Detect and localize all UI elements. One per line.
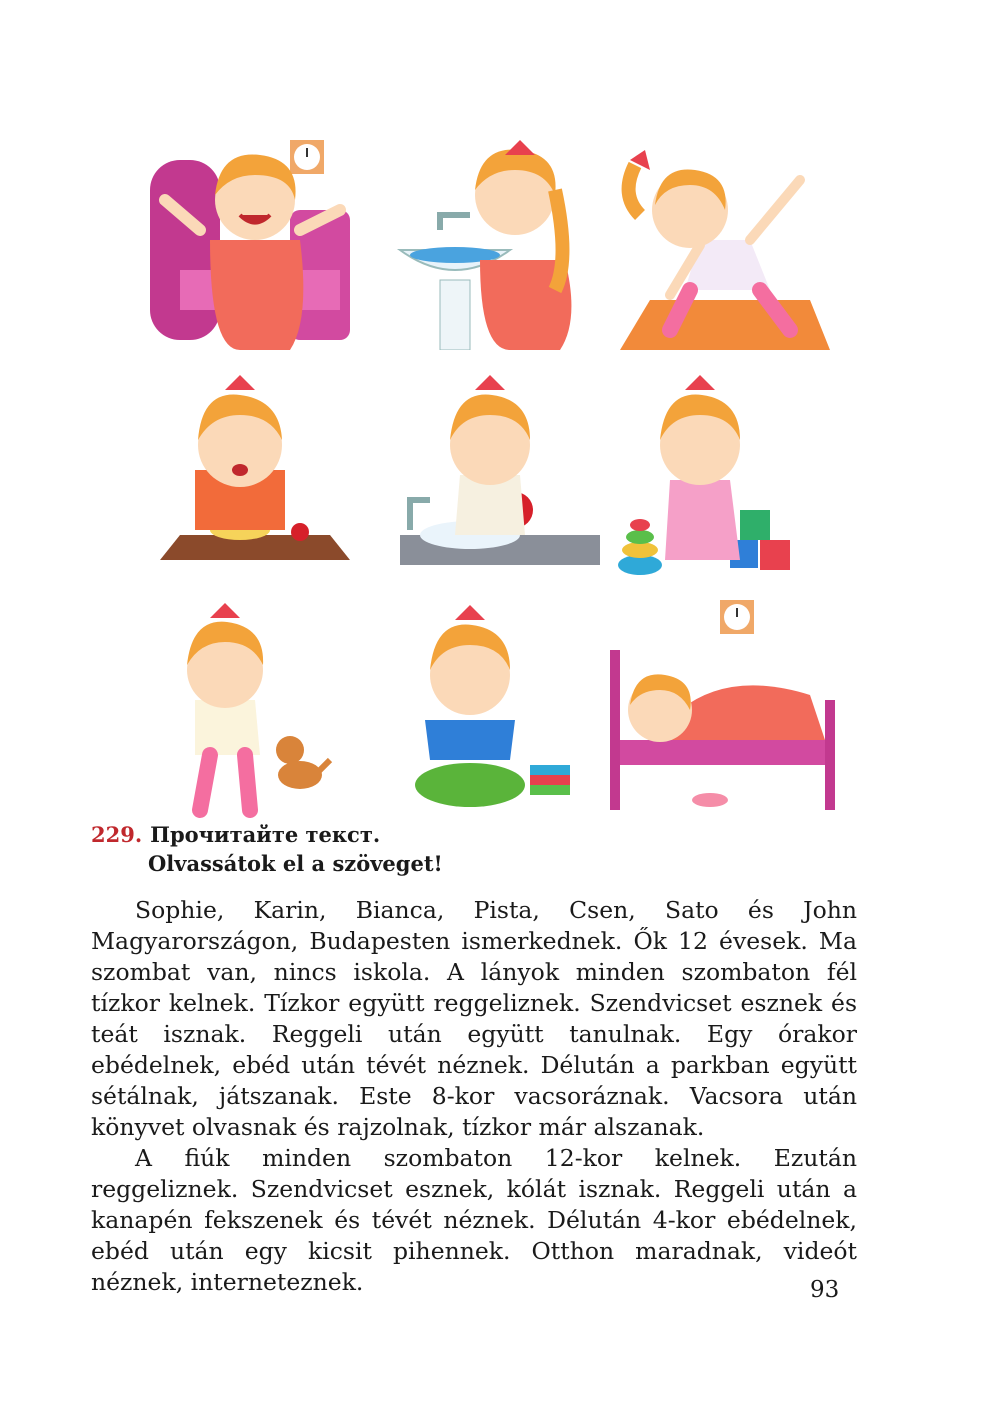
exercise-instruction-ru: Прочитайте текст. — [150, 822, 381, 847]
illustration-reading — [380, 590, 610, 820]
paragraph-boys: A fiúk minden szombaton 12-kor kelnek. Ezután reggeliznek. Szendvicset esznek, kólát isznak. Reggeli után a kanapén fekszenek és tévét néznek. Délután 4-kor ebédelnek, ebéd után egy kicsit pihennek. Otthon maradnak, videót néznek, interneteznek. — [91, 1144, 857, 1296]
illustration-washing — [380, 120, 610, 350]
exercise-number: 229. — [91, 822, 143, 847]
exercise-heading — [91, 820, 861, 878]
illustration-eating — [140, 360, 370, 590]
illustration-dishes — [380, 360, 610, 590]
illustration-toys — [610, 360, 840, 590]
illustration-waking-up — [140, 120, 370, 350]
illustration-exercise — [610, 120, 840, 350]
illustration-grid — [140, 120, 840, 820]
paragraph-girls: Sophie, Karin, Bianca, Pista, Csen, Sato és John Magyarországon, Budapesten ismerkednek. Ők 12 évesek. Ma szombat van, nincs iskola. A lányok minden szombaton fél tízkor kelnek. Tízkor együtt reggeliznek. Szendvicset esznek és teát isznak. Reggeli után együtt tanulnak. Egy órakor ebédelnek, ebéd után tévét néznek. Délután a parkban együtt sétálnak, játszanak. Este 8-kor vacsoráznak. Vacsora után könyvet olvasnak és rajzolnak, tízkor már alszanak. — [91, 896, 857, 1141]
exercise-instruction-ru-line — [91, 820, 861, 849]
illustration-sleeping — [610, 590, 840, 820]
page-number: 93 — [810, 1277, 840, 1303]
reading-text — [91, 895, 857, 1298]
illustration-walking-dog — [140, 590, 370, 820]
exercise-instruction-hu: Olvassátok el a szöveget! — [148, 851, 443, 876]
